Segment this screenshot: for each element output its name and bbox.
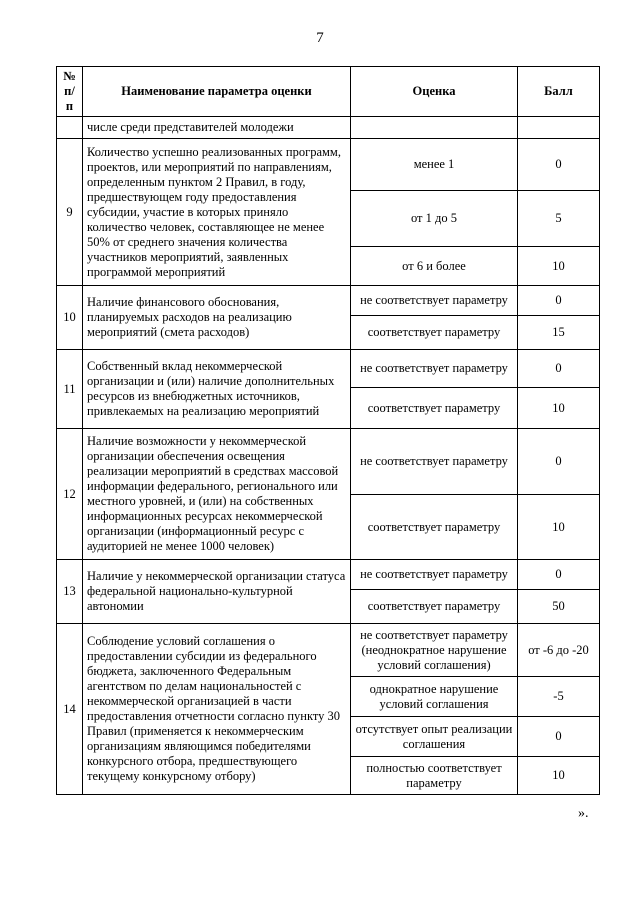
row-number: 9 <box>57 139 83 286</box>
evaluation-option: от 1 до 5 <box>351 191 518 247</box>
score-value: 0 <box>518 350 600 388</box>
evaluation-option: не соответствует параметру <box>351 350 518 388</box>
evaluation-option: соответствует параметру <box>351 388 518 429</box>
parameter-name: Наличие возможности у некоммерческой организации обеспечения освещения реализации мероприятий в средствах массовой информации федерального, регионального или местного уровней, и (или) на собственных информационных ресурсах некоммерческой организации (информационный ресурс с аудиторией не менее 1000 человек) <box>83 429 351 560</box>
evaluation-option: полностью соответствует параметру <box>351 757 518 795</box>
header-score: Балл <box>518 67 600 117</box>
evaluation-option: отсутствует опыт реализации соглашения <box>351 717 518 757</box>
row-number: 14 <box>57 624 83 795</box>
table-row-continuation <box>57 117 600 139</box>
header-name: Наименование параметра оценки <box>83 67 351 117</box>
score-value: 50 <box>518 590 600 624</box>
header-evaluation: Оценка <box>351 67 518 117</box>
continuation-text: числе среди представителей молодежи <box>83 117 351 139</box>
evaluation-option: однократное нарушение условий соглашения <box>351 677 518 717</box>
row-number: 10 <box>57 286 83 350</box>
score-value: -5 <box>518 677 600 717</box>
evaluation-option: не соответствует параметру <box>351 429 518 495</box>
parameter-name: Соблюдение условий соглашения о предоставлении субсидии из федерального бюджета, заключенного Федеральным агентством по делам национальностей с некоммерческой организацией в части предоставления отчетности согласно пункту 30 Правил (применяется к некоммерческим организациям являющимся победителями конкурсного отбора, предшествующего текущему конкурсному отбору) <box>83 624 351 795</box>
page-number: 7 <box>316 30 324 46</box>
score-value: 10 <box>518 757 600 795</box>
parameter-name: Наличие финансового обоснования, планируемых расходов на реализацию мероприятий (смета расходов) <box>83 286 351 350</box>
header-number: № п/п <box>57 67 83 117</box>
evaluation-option: от 6 и более <box>351 247 518 286</box>
score-value: 10 <box>518 495 600 560</box>
parameter-name: Наличие у некоммерческой организации статуса федеральной национально-культурной автономии <box>83 560 351 624</box>
score-value: 15 <box>518 316 600 350</box>
evaluation-option: не соответствует параметру (неоднократное нарушение условий соглашения) <box>351 624 518 677</box>
table-row <box>57 286 600 316</box>
table-row <box>57 560 600 590</box>
table-row <box>57 429 600 495</box>
table-row <box>57 624 600 677</box>
score-value: 10 <box>518 388 600 429</box>
cell-evaluation <box>351 117 518 139</box>
parameter-name: Собственный вклад некоммерческой организации и (или) наличие дополнительных ресурсов из внебюджетных источников, привлекаемых на реализацию мероприятий <box>83 350 351 429</box>
table-row <box>57 350 600 388</box>
evaluation-table <box>56 66 600 795</box>
evaluation-option: менее 1 <box>351 139 518 191</box>
evaluation-option: не соответствует параметру <box>351 286 518 316</box>
parameter-name: Количество успешно реализованных программ, проектов, или мероприятий по направлениям, определенным пунктом 2 Правил, в году, предшествующем году предоставления субсидии, участие в которых приняло количество человек, составляющее не менее 50% от среднего значения количества участников мероприятий, заявленных программой мероприятий <box>83 139 351 286</box>
cell-number <box>57 117 83 139</box>
score-value: 0 <box>518 286 600 316</box>
table-row <box>57 139 600 191</box>
score-value: 0 <box>518 139 600 191</box>
row-number: 13 <box>57 560 83 624</box>
evaluation-option: соответствует параметру <box>351 316 518 350</box>
score-value: 5 <box>518 191 600 247</box>
table-header-row <box>57 67 600 117</box>
evaluation-option: соответствует параметру <box>351 495 518 560</box>
cell-score <box>518 117 600 139</box>
score-value: 0 <box>518 717 600 757</box>
score-value: 0 <box>518 429 600 495</box>
closing-quote-mark: ». <box>578 806 589 821</box>
score-value: от -6 до -20 <box>518 624 600 677</box>
score-value: 0 <box>518 560 600 590</box>
row-number: 11 <box>57 350 83 429</box>
evaluation-option: соответствует параметру <box>351 590 518 624</box>
row-number: 12 <box>57 429 83 560</box>
score-value: 10 <box>518 247 600 286</box>
evaluation-option: не соответствует параметру <box>351 560 518 590</box>
